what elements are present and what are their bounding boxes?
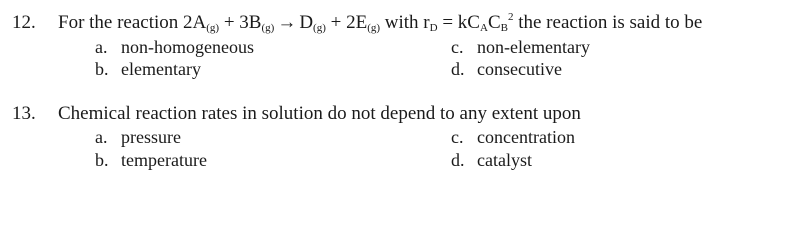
option-text: catalyst xyxy=(477,150,532,170)
stem-text: + 3B xyxy=(219,12,262,33)
stem-text: C xyxy=(487,12,501,33)
option-a xyxy=(95,127,181,147)
option-b xyxy=(95,59,201,79)
state-subscript: (g) xyxy=(367,22,381,34)
question-12-stem xyxy=(12,12,702,34)
stem-text: the reaction is said to be xyxy=(513,12,703,33)
stem-text: Chemical reaction rates in solution do not depend to any extent upon xyxy=(58,103,581,124)
question-number: 13. xyxy=(12,103,36,124)
stem-text: + 2E xyxy=(325,12,368,33)
option-c xyxy=(451,37,590,57)
option-d xyxy=(451,150,532,170)
conc-subscript: B xyxy=(500,22,508,34)
stem-text: For the reaction 2A xyxy=(58,12,207,33)
rate-subscript: D xyxy=(429,22,438,34)
reaction-arrow: → xyxy=(277,12,297,33)
option-a xyxy=(95,37,254,57)
state-subscript: (g) xyxy=(261,22,275,34)
option-b xyxy=(95,150,207,170)
option-letter: d. xyxy=(451,59,465,79)
state-subscript: (g) xyxy=(206,22,220,34)
question-number: 12. xyxy=(12,12,36,33)
option-letter: d. xyxy=(451,150,465,170)
stem-text: with r xyxy=(380,12,430,33)
option-letter: a. xyxy=(95,127,108,147)
option-text: elementary xyxy=(121,59,201,79)
option-letter: b. xyxy=(95,59,109,79)
option-letter: b. xyxy=(95,150,109,170)
option-letter: c. xyxy=(451,127,464,147)
state-subscript: (g) xyxy=(313,22,326,34)
question-13-stem xyxy=(12,103,581,125)
option-letter: a. xyxy=(95,37,108,57)
option-text: pressure xyxy=(121,127,181,147)
conc-subscript: A xyxy=(479,22,488,34)
option-text: temperature xyxy=(121,150,207,170)
option-text: non-elementary xyxy=(477,37,590,57)
option-text: consecutive xyxy=(477,59,562,79)
option-c xyxy=(451,127,575,147)
exponent: 2 xyxy=(507,11,514,23)
option-letter: c. xyxy=(451,37,464,57)
option-text: concentration xyxy=(477,127,575,147)
stem-text: = kC xyxy=(437,12,480,33)
stem-text: D xyxy=(299,12,314,33)
option-d xyxy=(451,59,562,79)
option-text: non-homogeneous xyxy=(121,37,254,57)
